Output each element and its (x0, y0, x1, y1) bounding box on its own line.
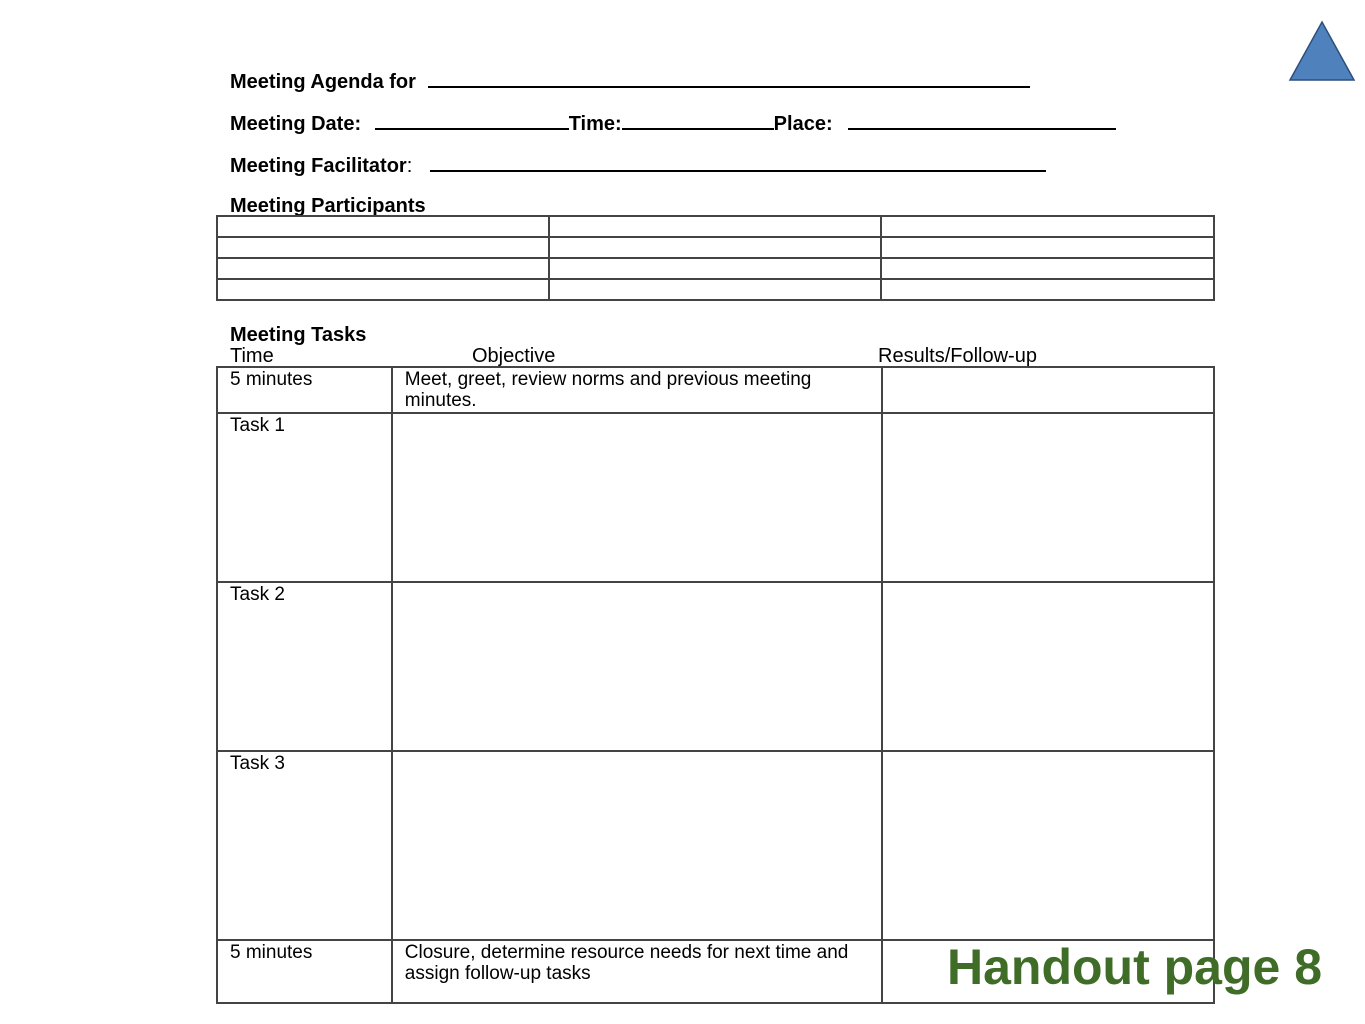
participants-title: Meeting Participants (230, 195, 426, 217)
participant-cell[interactable] (549, 237, 880, 258)
agenda-for-blank[interactable] (428, 68, 1030, 88)
task-time-cell: Task 1 (217, 413, 392, 582)
agenda-for-line (230, 68, 1030, 94)
task-time-cell: Task 3 (217, 751, 392, 940)
time-label: Time: (568, 113, 622, 135)
participant-row (217, 216, 1214, 237)
participant-row (217, 258, 1214, 279)
participant-cell[interactable] (217, 258, 549, 279)
participant-cell[interactable] (217, 216, 549, 237)
tasks-title: Meeting Tasks (230, 324, 367, 346)
task-objective-cell[interactable] (392, 751, 882, 940)
handout-page-label: Handout page 8 (947, 939, 1323, 995)
facilitator-colon: : (406, 155, 413, 177)
task-objective-cell[interactable] (392, 413, 882, 582)
meeting-date-label: Meeting Date: (230, 113, 362, 135)
task-row (217, 413, 1214, 582)
participant-row (217, 279, 1214, 300)
task-time-cell: 5 minutes (217, 940, 392, 1003)
date-time-place-line (230, 110, 1116, 136)
tasks-table (216, 366, 1215, 1004)
task-results-cell[interactable] (882, 751, 1214, 940)
participant-cell[interactable] (549, 279, 880, 300)
time-blank[interactable] (622, 110, 774, 130)
facilitator-line (230, 152, 1046, 178)
task-row (217, 367, 1214, 413)
task-time-cell: Task 2 (217, 582, 392, 751)
place-label: Place: (773, 113, 833, 135)
tasks-col-results: Results/Follow-up (878, 345, 1037, 367)
participant-cell[interactable] (549, 258, 880, 279)
participants-table (216, 215, 1215, 301)
agenda-for-label: Meeting Agenda for (230, 71, 416, 93)
task-objective-cell[interactable] (392, 582, 882, 751)
task-row (217, 751, 1214, 940)
task-results-cell[interactable] (882, 367, 1214, 413)
triangle-up-icon[interactable] (1288, 20, 1356, 82)
task-row (217, 582, 1214, 751)
task-results-cell[interactable] (882, 582, 1214, 751)
participant-cell[interactable] (881, 258, 1214, 279)
participant-row (217, 237, 1214, 258)
participant-cell[interactable] (881, 237, 1214, 258)
task-objective-cell: Meet, greet, review norms and previous meeting minutes. (392, 367, 882, 413)
place-blank[interactable] (848, 110, 1116, 130)
task-results-cell[interactable] (882, 413, 1214, 582)
facilitator-blank[interactable] (430, 152, 1046, 172)
participant-cell[interactable] (217, 237, 549, 258)
meeting-date-blank[interactable] (375, 110, 569, 130)
triangle-up-shape[interactable] (1290, 22, 1354, 80)
participant-cell[interactable] (881, 279, 1214, 300)
participant-cell[interactable] (549, 216, 880, 237)
facilitator-label: Meeting Facilitator (230, 155, 407, 177)
tasks-col-objective: Objective (472, 345, 556, 367)
participant-cell[interactable] (217, 279, 549, 300)
tasks-col-time: Time (230, 345, 274, 367)
task-time-cell: 5 minutes (217, 367, 392, 413)
participant-cell[interactable] (881, 216, 1214, 237)
task-objective-cell: Closure, determine resource needs for next time and assign follow-up tasks (392, 940, 882, 1003)
